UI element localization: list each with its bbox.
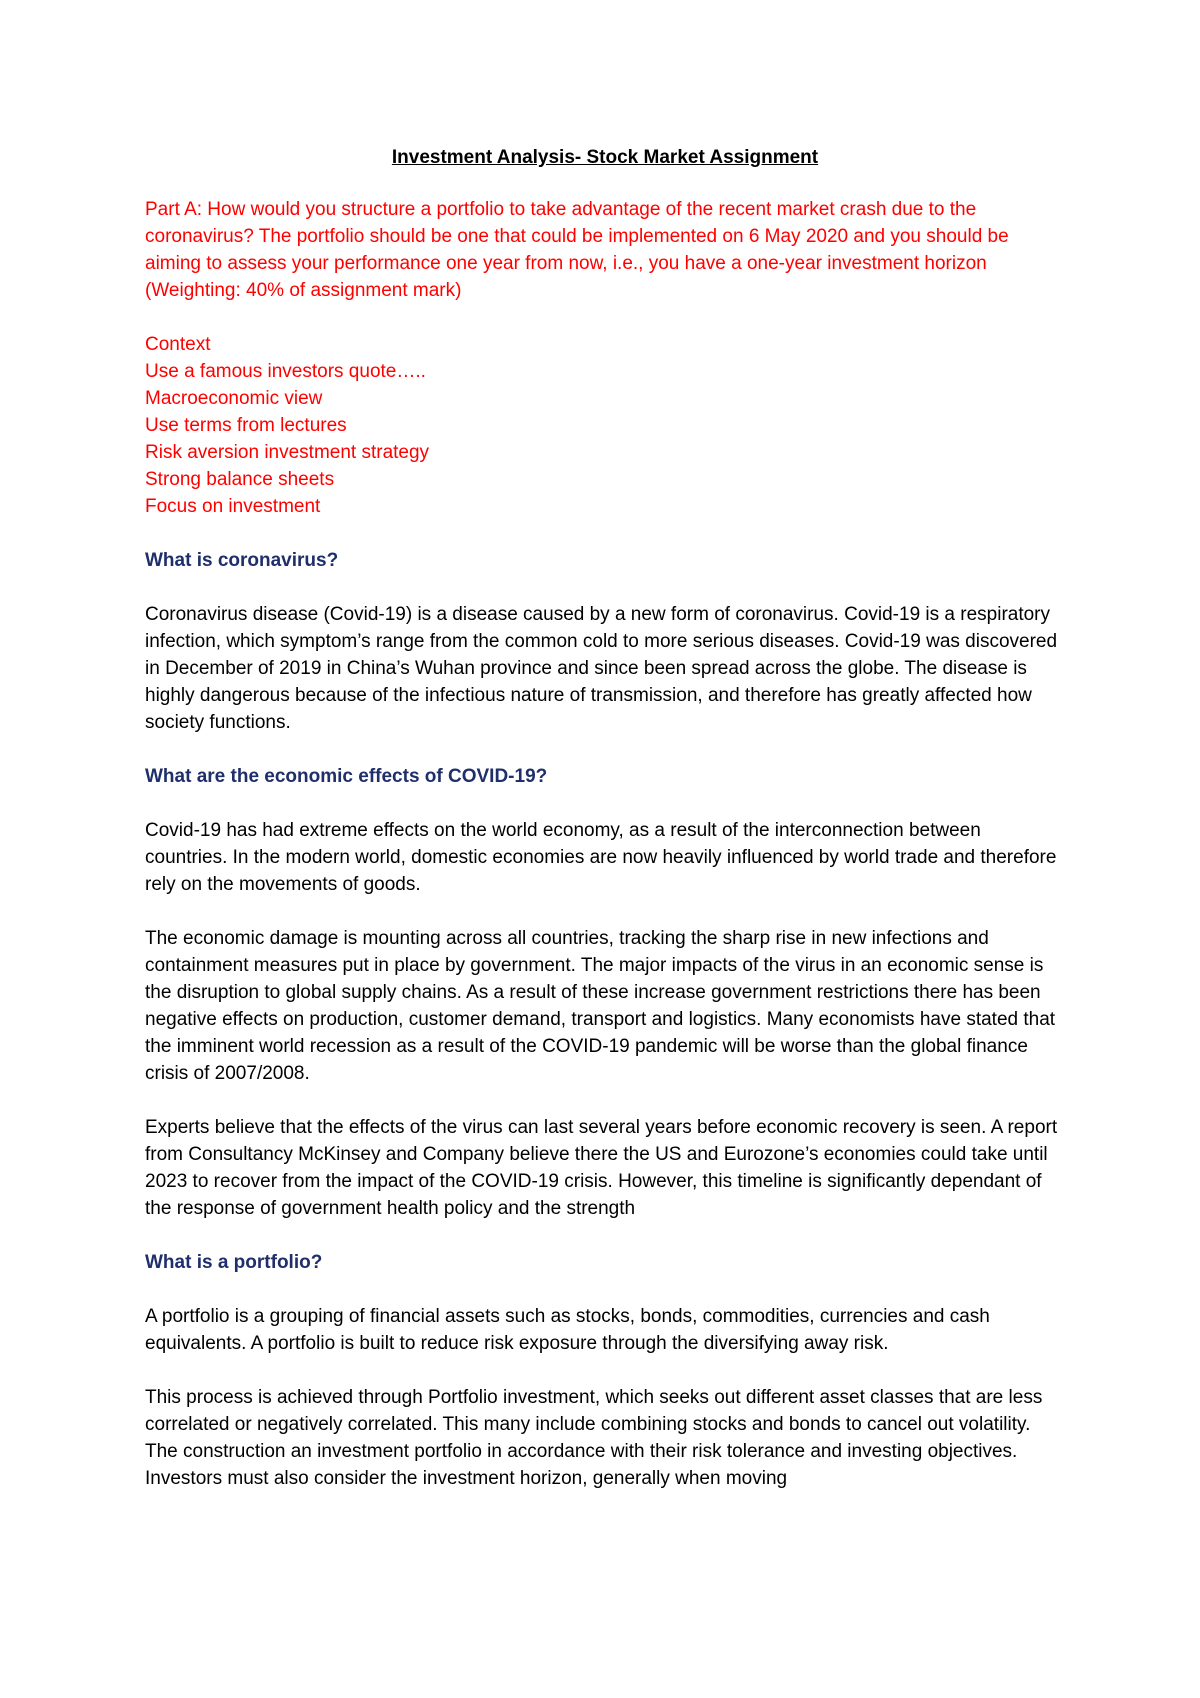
document-body [145,144,1065,1519]
paragraph: The economic damage is mounting across all countries, tracking the sharp rise in new infections and containment measures put in place by government. The major impacts of the virus in an economic sense is the disruption to global supply chains. As a result of these increase government restrictions there has been negative effects on production, customer demand, transport and logistics. Many economists have stated that the imminent world recession as a result of the COVID-19 pandemic will be worse than the global finance crisis of 2007/2008. [145,928,1056,1084]
paragraph: Coronavirus disease (Covid-19) is a disease caused by a new form of coronavirus. Covid-19 is a respiratory infection, which symptom’s range from the common cold to more serious diseases. Covid-19 was discovered in December of 2019 in China’s Wuhan province and since been spread across the globe. The disease is highly dangerous because of the infectious nature of transmission, and therefore has greatly affected how society functions. [145,604,1058,733]
section-heading-economic-effects: What are the economic effects of COVID-19? [145,766,548,787]
note-item: Focus on investment [145,496,321,517]
document-title: Investment Analysis- Stock Market Assignment [391,147,819,168]
section-heading-coronavirus: What is coronavirus? [145,550,339,571]
paragraph: Experts believe that the effects of the virus can last several years before economic recovery is seen. A report from Consultancy McKinsey and Company believe there the US and Eurozone’s economies could take until 2023 to recover from the impact of the COVID-19 crisis. However, this timeline is significantly dependant of the response of government health policy and the strength [145,1117,1058,1219]
paragraph: Covid-19 has had extreme effects on the world economy, as a result of the interconnection between countries. In the modern world, domestic economies are now heavily influenced by world trade and therefore rely on the movements of goods. [145,820,1057,895]
note-item: Strong balance sheets [145,469,335,490]
paragraph: This process is achieved through Portfolio investment, which seeks out different asset classes that are less correlated or negatively correlated. This many include combining stocks and bonds to cancel out volatility. The construction an investment portfolio in accordance with their risk tolerance and investing objectives. Investors must also consider the investment horizon, generally when moving [145,1387,1043,1489]
notes-list [145,331,1065,520]
part-a-question: Part A: How would you structure a portfolio to take advantage of the recent market crash due to the coronavirus? The portfolio should be one that could be implemented on 6 May 2020 and you should be aiming to assess your performance one year from now, i.e., you have a one-year investment horizon (Weighting: 40% of assignment mark) [145,199,1009,301]
note-item: Risk aversion investment strategy [145,442,430,463]
section-heading-portfolio: What is a portfolio? [145,1252,323,1273]
note-item: Use a famous investors quote….. [145,361,426,382]
note-item: Use terms from lectures [145,415,347,436]
paragraph: A portfolio is a grouping of financial assets such as stocks, bonds, commodities, currencies and cash equivalents. A portfolio is built to reduce risk exposure through the diversifying away risk. [145,1306,990,1354]
note-item: Context [145,334,211,355]
note-item: Macroeconomic view [145,388,323,409]
